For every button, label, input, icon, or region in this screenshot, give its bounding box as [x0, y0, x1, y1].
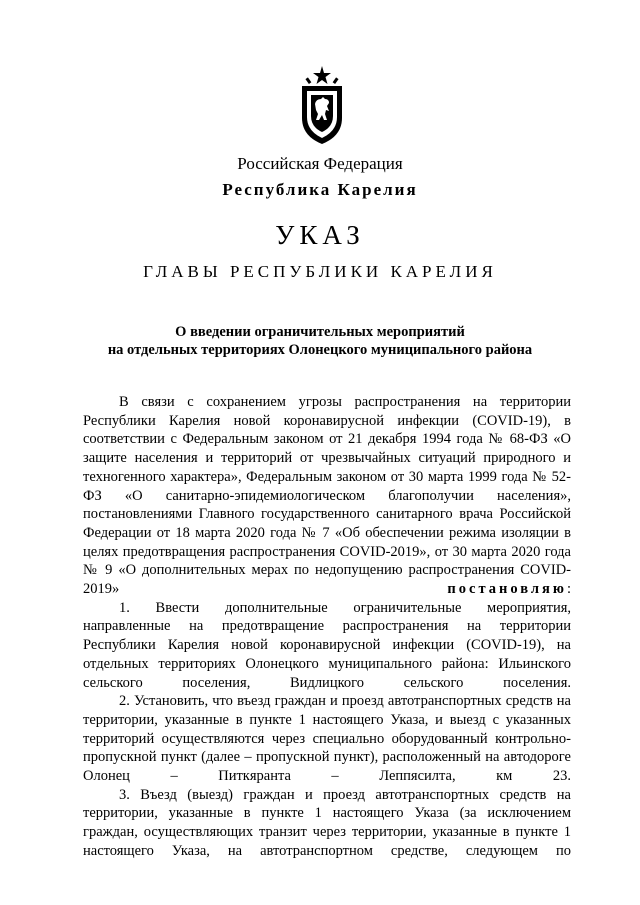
- preamble-text: В связи с сохранением угрозы распространения на территории Республики Карелия новой коронавирусной инфекции (COVID-19), в соответствии с Федеральным законом от 21 декабря 1994 года № 68-ФЗ «О защите населения и территорий от чрезвычайных ситуаций природного и техногенного характера», Федеральным законом от 30 марта 1999 года № 52-ФЗ «О санитарно-эпидемиологическом благополучии населения», постановлениями Главного государственного санитарного врача Российской Федерации от 18 марта 2020 года № 7 «Об обеспечении режима изоляции в целях предотвращения распространения COVID-2019», от 30 марта 2020 года № 9 «О дополнительных мерах по недопущению распространения COVID-2019»: [83, 394, 571, 598]
- decree-colon: :: [566, 581, 571, 598]
- country-name: Российская Федерация: [237, 154, 403, 173]
- republic-name: Республика Карелия: [222, 180, 418, 199]
- issuer-title: ГЛАВЫ РЕСПУБЛИКИ КАРЕЛИЯ: [143, 262, 497, 281]
- item-3-paragraph: 3. Въезд (выезд) граждан и проезд автотранспортных средств на территории, указанные в пункте 1 настоящего Указа (за исключением граждан, осуществляющих транзит через территории, указанные в пункте 1 настоящего Указа, на автотранспортном средстве, следующем по: [83, 786, 571, 859]
- document-type: УКАЗ: [275, 220, 365, 250]
- decree-title: [0, 323, 640, 359]
- item-2-paragraph: 2. Установить, что въезд граждан и проезд автотранспортных средств на территории, указанные в пункте 1 настоящего Указа, и выезд с указанных территорий осуществляются через специально оборудованный контрольно-пропускной пункт (далее – пропускной пункт), расположенный на автодороге Олонец – Питкяранта – Леппясилта, км 23.: [83, 693, 571, 785]
- item-1-paragraph: 1. Ввести дополнительные ограничительные мероприятия, направленные на предотвращение распространения на территории Республики Карелия новой коронавирусной инфекции (COVID-19), на отдельных территориях Олонецкого муниципального района: Ильинского сельского поселения, Видлицкого сельского поселения.: [83, 599, 571, 691]
- decree-keyword: постановляю: [447, 581, 567, 598]
- karelia-coat-of-arms-icon: [296, 66, 348, 146]
- decree-title-line-1: О введении ограничительных мероприятий: [175, 324, 465, 340]
- decree-body: [83, 393, 571, 861]
- preamble-paragraph: [83, 393, 571, 599]
- decree-title-line-2: на отдельных территориях Олонецкого муниципального района: [107, 342, 533, 358]
